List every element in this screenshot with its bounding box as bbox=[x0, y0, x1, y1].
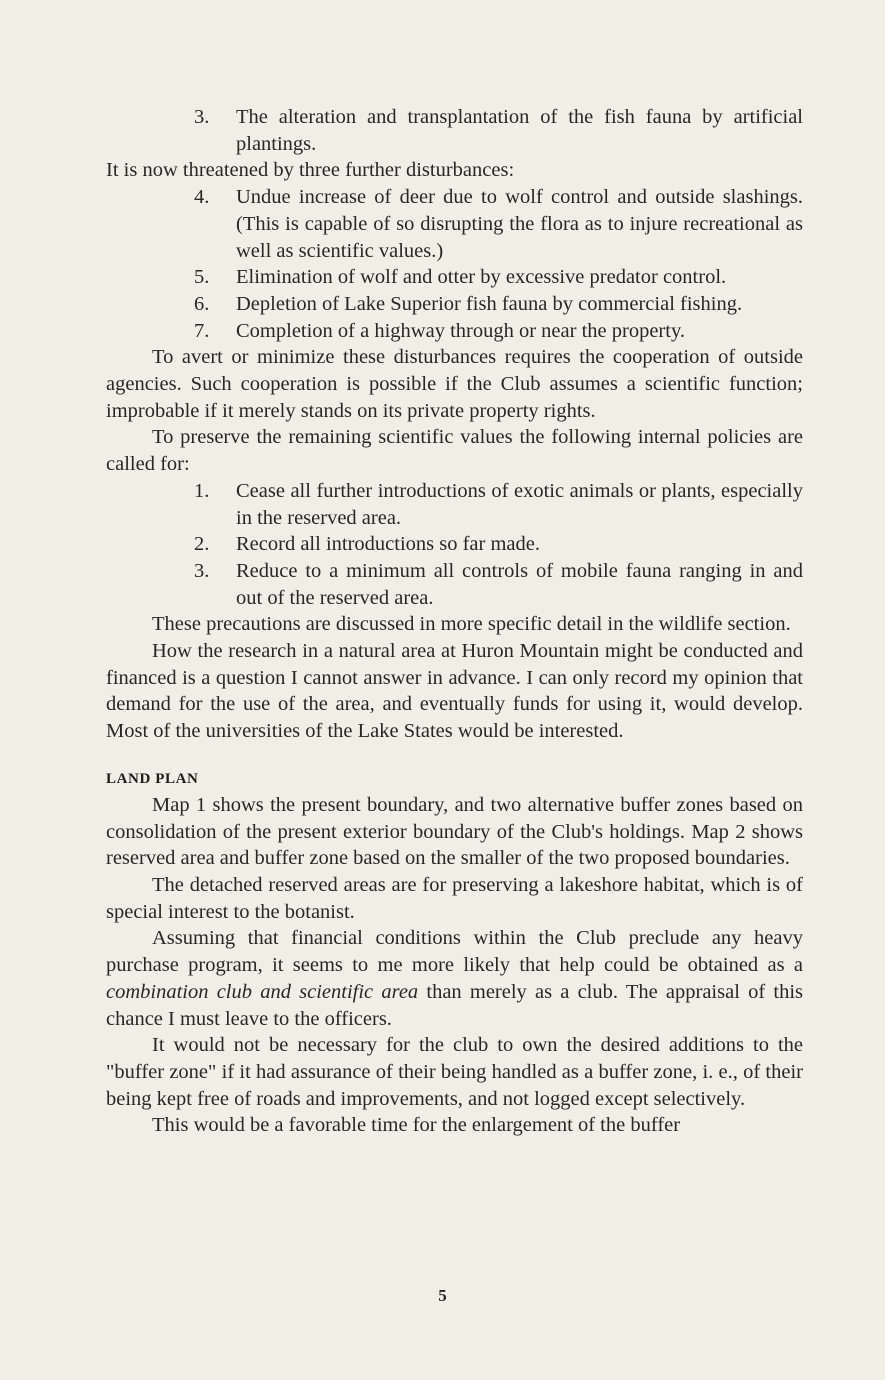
text-run: than merely as a club. The appraisal of this chance I must leave to the officers. bbox=[106, 980, 803, 1030]
paragraph-detached: The detached reserved areas are for preserving a lakeshore habitat, which is of special interest to the botanist. bbox=[106, 873, 803, 923]
paragraph-buffer: It would not be necessary for the club to own the desired additions to the "buffer zone" if it had assurance of their being handled as a buffer zone, i. e., of their being kept free of roads and improvements, and not logged except selectively. bbox=[106, 1034, 803, 1110]
list-item-number: 1. bbox=[194, 479, 210, 502]
paragraph-preserve: To preserve the remaining scientific values the following internal policies are called for: bbox=[106, 426, 803, 476]
paragraph-precautions: These precautions are discussed in more specific detail in the wildlife section. bbox=[152, 613, 791, 636]
paragraph-map: Map 1 shows the present boundary, and two alternative buffer zones based on consolidation of the present exterior boundary of the Club's holdings. Map 2 shows reserved area and buffer zone based on the smaller of the two proposed boundaries. bbox=[106, 793, 803, 870]
paragraph-favorable: This would be a favorable time for the enlargement of the buffer bbox=[152, 1114, 681, 1137]
text-run: Assuming that financial conditions within the Club preclude any heavy purchase program, it seems to me more likely that help could be obtained as a bbox=[106, 927, 803, 977]
list-item-number: 6. bbox=[194, 292, 210, 315]
list-item bbox=[106, 318, 803, 345]
list-item-text: Depletion of Lake Superior fish fauna by commercial fishing. bbox=[236, 292, 743, 315]
list-item-number: 3. bbox=[194, 106, 210, 128]
list-item-number: 2. bbox=[194, 533, 210, 556]
list-item-text: The alteration and transplantation of the fish fauna by artificial plantings. bbox=[236, 106, 803, 155]
paragraph-threatened: It is now threatened by three further disturbances: bbox=[106, 159, 515, 182]
list-item-text: Undue increase of deer due to wolf control and outside slashings. (This is capable of so disrupting the flora as to injure recreational as well as scientific values.) bbox=[236, 186, 803, 262]
list-item-text: Reduce to a minimum all controls of mobile fauna ranging in and out of the reserved area. bbox=[236, 559, 803, 609]
list-item-number: 3. bbox=[194, 559, 210, 582]
list-item-text: Record all introductions so far made. bbox=[236, 533, 540, 556]
section-heading: LAND PLAN bbox=[106, 770, 199, 787]
list-item-number: 4. bbox=[194, 186, 210, 209]
list-item bbox=[106, 478, 803, 531]
page-number: 5 bbox=[438, 1286, 447, 1305]
paragraph-assuming bbox=[106, 925, 803, 1032]
list-item bbox=[106, 264, 803, 291]
list-item-number: 5. bbox=[194, 266, 210, 289]
list-item bbox=[106, 104, 803, 157]
list-item bbox=[106, 184, 803, 264]
list-item bbox=[106, 558, 803, 611]
list-item-text: Completion of a highway through or near the property. bbox=[236, 319, 685, 342]
list-item-number: 7. bbox=[194, 319, 210, 342]
list-item bbox=[106, 291, 803, 318]
list-item bbox=[106, 531, 803, 558]
body-text bbox=[106, 104, 803, 1139]
list-item-text: Elimination of wolf and otter by excessive predator control. bbox=[236, 266, 727, 289]
paragraph-research: How the research in a natural area at Huron Mountain might be conducted and financed is a question I cannot answer in advance. I can only record my opinion that demand for the use of the area, and eventually funds for using it, would develop. Most of the universities of the Lake States would be interested. bbox=[106, 640, 803, 743]
paragraph-avert: To avert or minimize these disturbances requires the cooperation of outside agencies. Such cooperation is possible if the Club assumes a scientific function; improbable if it merely stands on its private property rights. bbox=[106, 346, 803, 422]
emphasized-text: combination club and scientific area bbox=[106, 980, 419, 1003]
list-item-text: Cease all further introductions of exotic animals or plants, especially in the reserved area. bbox=[236, 479, 803, 529]
